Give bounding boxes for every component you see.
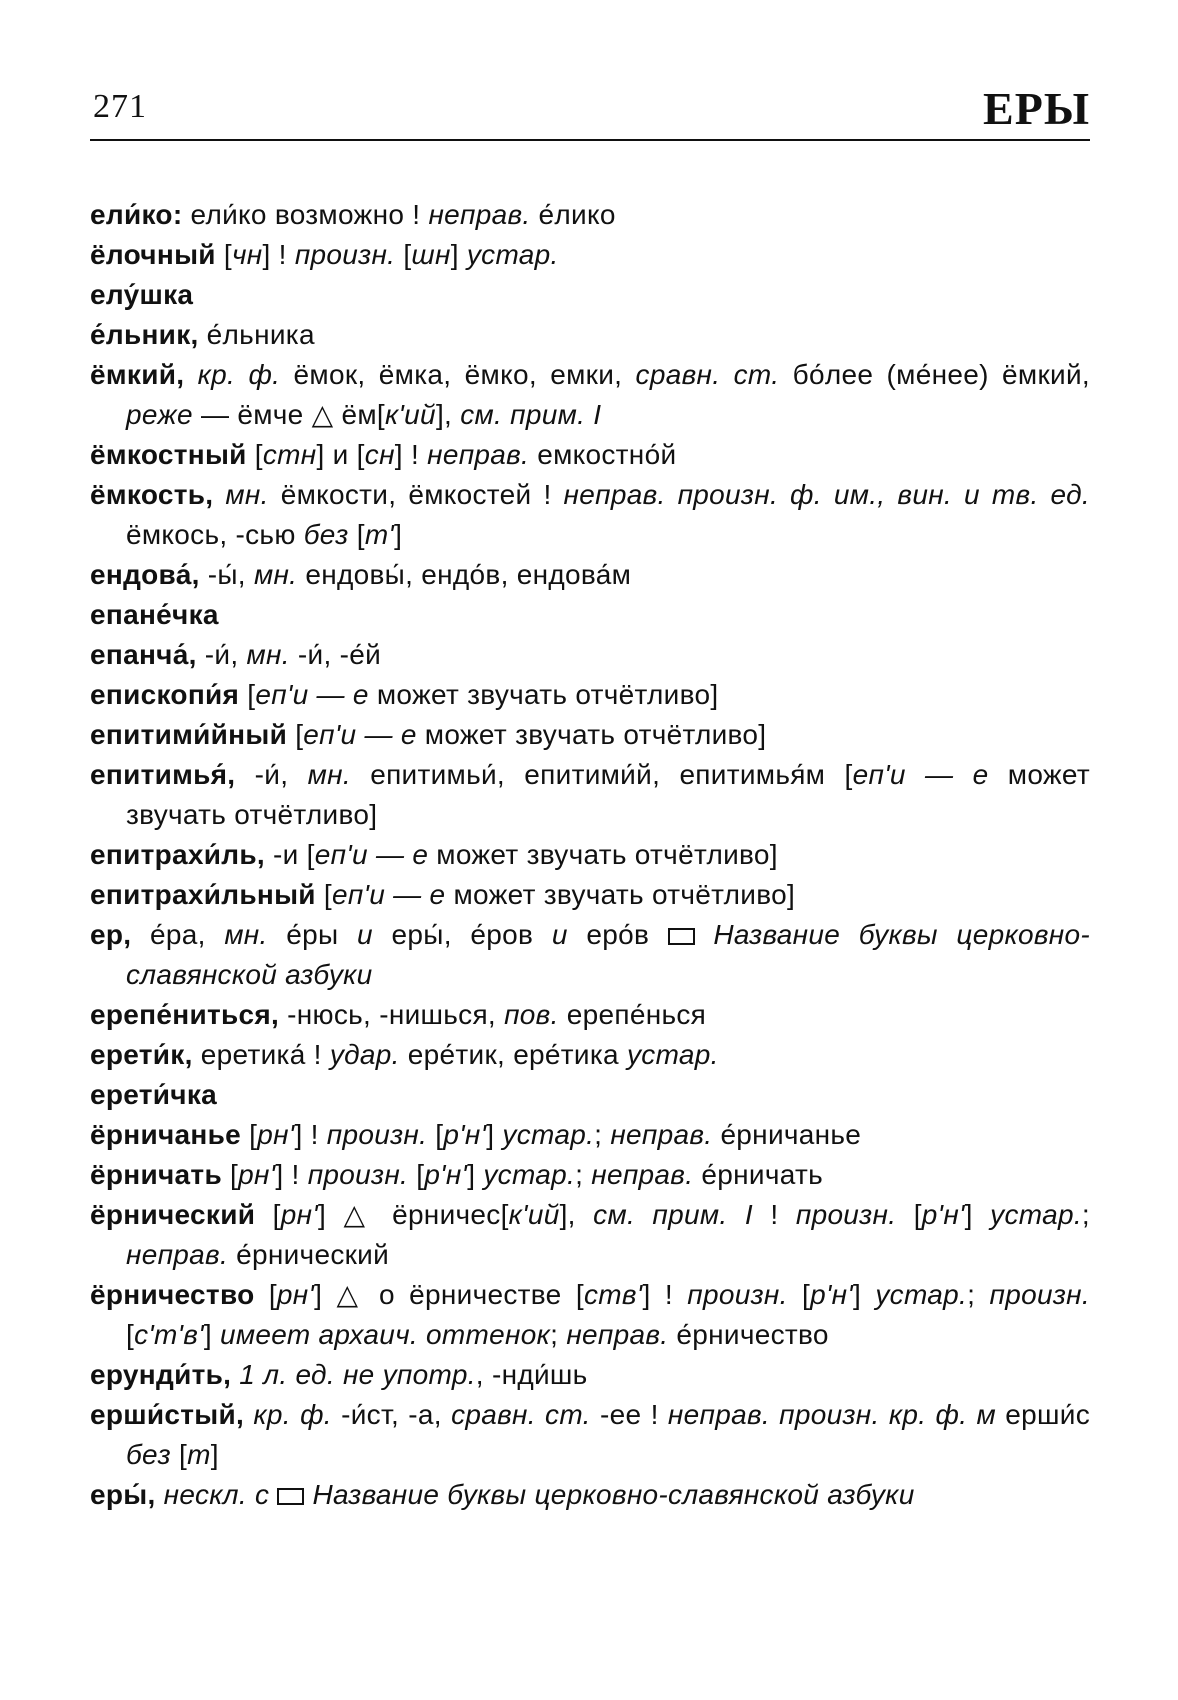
entry-text: ] △ ёрничес[ bbox=[318, 1199, 509, 1230]
grammar-note: неправ. bbox=[428, 199, 531, 230]
entry-text: -и́, bbox=[235, 759, 308, 790]
grammar-note: шн bbox=[411, 239, 451, 270]
entry-text: ], bbox=[559, 1199, 594, 1230]
entry-text: ] ! bbox=[294, 1119, 327, 1150]
entry-text: [ bbox=[246, 439, 263, 470]
headword: ели́ко: bbox=[90, 199, 183, 230]
entry-text: -ы́, bbox=[199, 559, 254, 590]
entry-text: может звучать отчётливо] bbox=[368, 679, 719, 710]
grammar-note: мн. bbox=[307, 759, 351, 790]
grammar-note: нескл. с bbox=[163, 1479, 270, 1510]
entry-text: ере́тик, ере́тика bbox=[399, 1039, 627, 1070]
dictionary-entry bbox=[90, 715, 1090, 755]
entry-text: е́рничать bbox=[693, 1159, 823, 1190]
grammar-note: устар. bbox=[627, 1039, 719, 1070]
entry-text: е́ры bbox=[267, 919, 358, 950]
entry-text: — ёмче △ ём[ bbox=[192, 399, 386, 430]
entry-text: ендовы́, ендо́в, ендова́м bbox=[297, 559, 632, 590]
headword: елу́шка bbox=[90, 279, 194, 310]
grammar-note: без bbox=[126, 1439, 171, 1470]
entry-text bbox=[156, 1479, 164, 1510]
grammar-note: неправ. произн. кр. ф. м bbox=[667, 1399, 997, 1430]
dictionary-entry bbox=[90, 1275, 1090, 1355]
page-number: 271 bbox=[93, 88, 147, 125]
grammar-note: см. прим. I bbox=[460, 399, 602, 430]
entry-text: ели́ко возможно ! bbox=[182, 199, 429, 230]
grammar-note: произн. bbox=[294, 239, 396, 270]
grammar-note: устар. bbox=[466, 239, 559, 270]
entry-text: ёмкось, -сью bbox=[126, 519, 304, 550]
entry-text: е́льника bbox=[198, 319, 315, 350]
entry-text: [ bbox=[315, 879, 332, 910]
dictionary-entry bbox=[90, 275, 1090, 315]
grammar-note: к'ий bbox=[385, 399, 436, 430]
entry-text bbox=[184, 359, 197, 390]
entry-text: ] bbox=[203, 1319, 221, 1350]
entry-text: [ bbox=[395, 239, 412, 270]
headword: епане́чка bbox=[90, 599, 219, 630]
dictionary-entry bbox=[90, 835, 1090, 875]
headword: епанча́, bbox=[90, 639, 197, 670]
entry-text bbox=[695, 919, 714, 950]
headword: епитрахи́ль, bbox=[90, 839, 265, 870]
entry-text: [ bbox=[241, 1119, 258, 1150]
grammar-note: Название буквы церковно-славянской азбуки bbox=[312, 1479, 915, 1510]
grammar-note: р'н' bbox=[443, 1119, 487, 1150]
dictionary-entry bbox=[90, 755, 1090, 835]
entry-text: еретика́ ! bbox=[192, 1039, 330, 1070]
headword: е́льник, bbox=[90, 319, 199, 350]
grammar-note: кр. ф. bbox=[197, 359, 281, 390]
dictionary-entry bbox=[90, 1355, 1090, 1395]
grammar-note: произн. bbox=[687, 1279, 788, 1310]
grammar-note: еп'и — е bbox=[303, 719, 417, 750]
grammar-note: устар. bbox=[483, 1159, 576, 1190]
entry-text: [ bbox=[348, 519, 365, 550]
headword: ёрничать bbox=[90, 1159, 222, 1190]
dictionary-entry bbox=[90, 195, 1090, 235]
entry-text: [ bbox=[896, 1199, 922, 1230]
grammar-note: неправ. bbox=[427, 439, 530, 470]
headword: ендова́, bbox=[90, 559, 200, 590]
headword: ерунди́ть, bbox=[90, 1359, 232, 1390]
entry-text: ] ! bbox=[394, 439, 428, 470]
dictionary-entry bbox=[90, 675, 1090, 715]
grammar-note: пов. bbox=[504, 999, 559, 1030]
entry-text: -и́, -е́й bbox=[289, 639, 382, 670]
entry-text: емкостно́й bbox=[529, 439, 677, 470]
dictionary-entry bbox=[90, 595, 1090, 635]
entry-text bbox=[269, 1479, 277, 1510]
entry-text: [ bbox=[787, 1279, 811, 1310]
grammar-note: кр. ф. bbox=[253, 1399, 332, 1430]
entry-text: ] ! bbox=[275, 1159, 308, 1190]
entry-text: ; bbox=[550, 1319, 567, 1350]
grammar-note: 1 л. ед. не употр. bbox=[239, 1359, 476, 1390]
entry-text: [ bbox=[255, 1199, 281, 1230]
entry-text: епитимьи́, епитими́й, епитимья́м [ bbox=[350, 759, 853, 790]
headword: ёмкостный bbox=[90, 439, 247, 470]
grammar-note: р'н' bbox=[810, 1279, 853, 1310]
grammar-note: имеет архаич. оттенок bbox=[220, 1319, 551, 1350]
entry-text: ] bbox=[852, 1279, 876, 1310]
entry-text: ; bbox=[594, 1119, 611, 1150]
dictionary-entry bbox=[90, 1395, 1090, 1475]
entry-text: ёмок, ёмка, ёмко, емки, bbox=[280, 359, 636, 390]
entry-text: -и́, bbox=[196, 639, 247, 670]
entry-text: ], bbox=[435, 399, 461, 430]
grammar-note: удар. bbox=[329, 1039, 400, 1070]
dictionary-entry bbox=[90, 915, 1090, 995]
grammar-note: рн' bbox=[238, 1159, 276, 1190]
grammar-note: неправ. bbox=[566, 1319, 669, 1350]
grammar-note: произн. bbox=[989, 1279, 1090, 1310]
entry-text: -нюсь, -нишься, bbox=[279, 999, 505, 1030]
grammar-note: рн' bbox=[280, 1199, 319, 1230]
headword: ёмкий, bbox=[90, 359, 185, 390]
dictionary-entry bbox=[90, 1155, 1090, 1195]
entry-text: -и́ст, -а, bbox=[331, 1399, 452, 1430]
dictionary-entry bbox=[90, 235, 1090, 275]
dictionary-entry bbox=[90, 555, 1090, 595]
entry-text: бо́лее (ме́нее) ёмкий, bbox=[779, 359, 1090, 390]
headword: ерети́чка bbox=[90, 1079, 218, 1110]
headword: епитимья́, bbox=[90, 759, 236, 790]
headword: ерети́к, bbox=[90, 1039, 193, 1070]
grammar-note: произн. bbox=[326, 1119, 428, 1150]
grammar-note: реже bbox=[126, 399, 193, 430]
entry-text: [ bbox=[254, 1279, 277, 1310]
grammar-note: и bbox=[551, 919, 568, 950]
grammar-note: см. прим. I bbox=[593, 1199, 753, 1230]
headword: ёмкость, bbox=[90, 479, 214, 510]
dictionary-entry bbox=[90, 1035, 1090, 1075]
headword: ёлочный bbox=[90, 239, 216, 270]
dictionary-entry bbox=[90, 475, 1090, 555]
grammar-note: произн. bbox=[307, 1159, 409, 1190]
grammar-note: без bbox=[303, 519, 349, 550]
entry-text: еры́, е́ров bbox=[372, 919, 552, 950]
header-rule bbox=[90, 139, 1090, 141]
headword: епитрахи́льный bbox=[90, 879, 316, 910]
grammar-note: стн bbox=[262, 439, 317, 470]
entry-text: ] и [ bbox=[316, 439, 365, 470]
headword: епископи́я bbox=[90, 679, 240, 710]
entry-text: [ bbox=[287, 719, 304, 750]
entry-text: ; bbox=[575, 1159, 592, 1190]
grammar-note: т bbox=[187, 1439, 211, 1470]
entry-text: [ bbox=[427, 1119, 444, 1150]
entry-text: ] bbox=[467, 1159, 484, 1190]
headword: ёрничанье bbox=[90, 1119, 242, 1150]
grammar-note: устар. bbox=[875, 1279, 968, 1310]
grammar-note: неправ. bbox=[126, 1239, 229, 1270]
entry-text: еро́в bbox=[567, 919, 668, 950]
grammar-note: мн. bbox=[246, 639, 290, 670]
entry-text: может звучать отчётливо] bbox=[445, 879, 796, 910]
entry-text: [ bbox=[221, 1159, 239, 1190]
grammar-note: мн. bbox=[225, 479, 269, 510]
entry-text: ерепе́нься bbox=[558, 999, 707, 1030]
entry-text: е́рничанье bbox=[712, 1119, 862, 1150]
entry-text: е́рничество bbox=[668, 1319, 829, 1350]
headword: ёрнический bbox=[90, 1199, 256, 1230]
definition-box-icon bbox=[277, 1488, 304, 1505]
headword: ер, bbox=[90, 919, 132, 950]
entry-text: ; bbox=[1081, 1199, 1090, 1230]
entry-text: ерши́с bbox=[996, 1399, 1091, 1430]
entry-text: ] bbox=[210, 1439, 219, 1470]
entry-text: ] ! bbox=[262, 239, 295, 270]
entry-text: ёмкости, ёмкостей ! bbox=[268, 479, 564, 510]
grammar-note: еп'и — е bbox=[852, 759, 989, 790]
dictionary-entry bbox=[90, 1115, 1090, 1155]
grammar-note: рн' bbox=[257, 1119, 295, 1150]
entry-text: ] bbox=[394, 519, 403, 550]
grammar-note: Название буквы церковно-славянской азбуки bbox=[126, 919, 1090, 990]
dictionary-entry bbox=[90, 875, 1090, 915]
entry-text: [ bbox=[408, 1159, 425, 1190]
grammar-note: р'н' bbox=[921, 1199, 965, 1230]
entry-text: е́рнический bbox=[228, 1239, 390, 1270]
entry-text bbox=[213, 479, 225, 510]
grammar-note: неправ. bbox=[610, 1119, 713, 1150]
headword: еры́, bbox=[90, 1479, 156, 1510]
grammar-note: сравн. ст. bbox=[451, 1399, 591, 1430]
grammar-note: т' bbox=[364, 519, 395, 550]
entry-text: ] △ о ёрничестве [ bbox=[314, 1279, 584, 1310]
dictionary-entry bbox=[90, 355, 1090, 435]
entry-text: -и [ bbox=[264, 839, 315, 870]
entry-text bbox=[244, 1399, 253, 1430]
entry-text: е́ра, bbox=[131, 919, 225, 950]
running-head: ЕРЫ bbox=[983, 83, 1090, 134]
grammar-note: рн' bbox=[276, 1279, 315, 1310]
entry-text: ! bbox=[752, 1199, 796, 1230]
dictionary-entry bbox=[90, 435, 1090, 475]
dictionary-entries bbox=[90, 195, 1090, 1515]
headword: ерепе́ниться, bbox=[90, 999, 280, 1030]
entry-text: [ bbox=[126, 1319, 135, 1350]
grammar-note: произн. bbox=[795, 1199, 897, 1230]
entry-text: может звучать отчётливо] bbox=[428, 839, 778, 870]
entry-text: ] ! bbox=[642, 1279, 688, 1310]
grammar-note: еп'и — е bbox=[331, 879, 446, 910]
entry-text: [ bbox=[170, 1439, 188, 1470]
grammar-note: сравн. ст. bbox=[635, 359, 780, 390]
definition-box-icon bbox=[668, 928, 695, 945]
grammar-note: к'ий bbox=[508, 1199, 560, 1230]
grammar-note: неправ. bbox=[591, 1159, 694, 1190]
headword: ёрничество bbox=[90, 1279, 255, 1310]
grammar-note: мн. bbox=[224, 919, 268, 950]
grammar-note: еп'и — е bbox=[314, 839, 429, 870]
entry-text: ; bbox=[967, 1279, 990, 1310]
headword: епитими́йный bbox=[90, 719, 288, 750]
grammar-note: мн. bbox=[253, 559, 298, 590]
entry-text bbox=[304, 1479, 312, 1510]
grammar-note: устар. bbox=[502, 1119, 595, 1150]
entry-text: ] bbox=[450, 239, 467, 270]
dictionary-entry bbox=[90, 1475, 1090, 1515]
dictionary-entry bbox=[90, 1195, 1090, 1275]
entry-text: ] bbox=[486, 1119, 503, 1150]
entry-text: ] bbox=[964, 1199, 991, 1230]
entry-text: может звучать отчётливо] bbox=[126, 759, 1090, 830]
dictionary-entry bbox=[90, 1075, 1090, 1115]
grammar-note: р'н' bbox=[424, 1159, 468, 1190]
dictionary-entry bbox=[90, 315, 1090, 355]
entry-text: , -нди́шь bbox=[475, 1359, 588, 1390]
entry-text: е́лико bbox=[530, 199, 616, 230]
page-header bbox=[90, 78, 1090, 138]
grammar-note: с'т'в' bbox=[134, 1319, 204, 1350]
grammar-note: чн bbox=[231, 239, 263, 270]
grammar-note: еп'и — е bbox=[255, 679, 369, 710]
grammar-note: и bbox=[357, 919, 373, 950]
entry-text: может звучать отчётливо] bbox=[416, 719, 767, 750]
grammar-note: устар. bbox=[990, 1199, 1082, 1230]
entry-text: -ее ! bbox=[590, 1399, 668, 1430]
entry-text: [ bbox=[215, 239, 232, 270]
dictionary-entry bbox=[90, 995, 1090, 1035]
grammar-note: неправ. произн. ф. им., вин. и тв. ед. bbox=[563, 479, 1090, 510]
grammar-note: ств' bbox=[583, 1279, 643, 1310]
grammar-note: сн bbox=[364, 439, 395, 470]
entry-text: [ bbox=[239, 679, 256, 710]
headword: ерши́стый, bbox=[90, 1399, 245, 1430]
dictionary-entry bbox=[90, 635, 1090, 675]
